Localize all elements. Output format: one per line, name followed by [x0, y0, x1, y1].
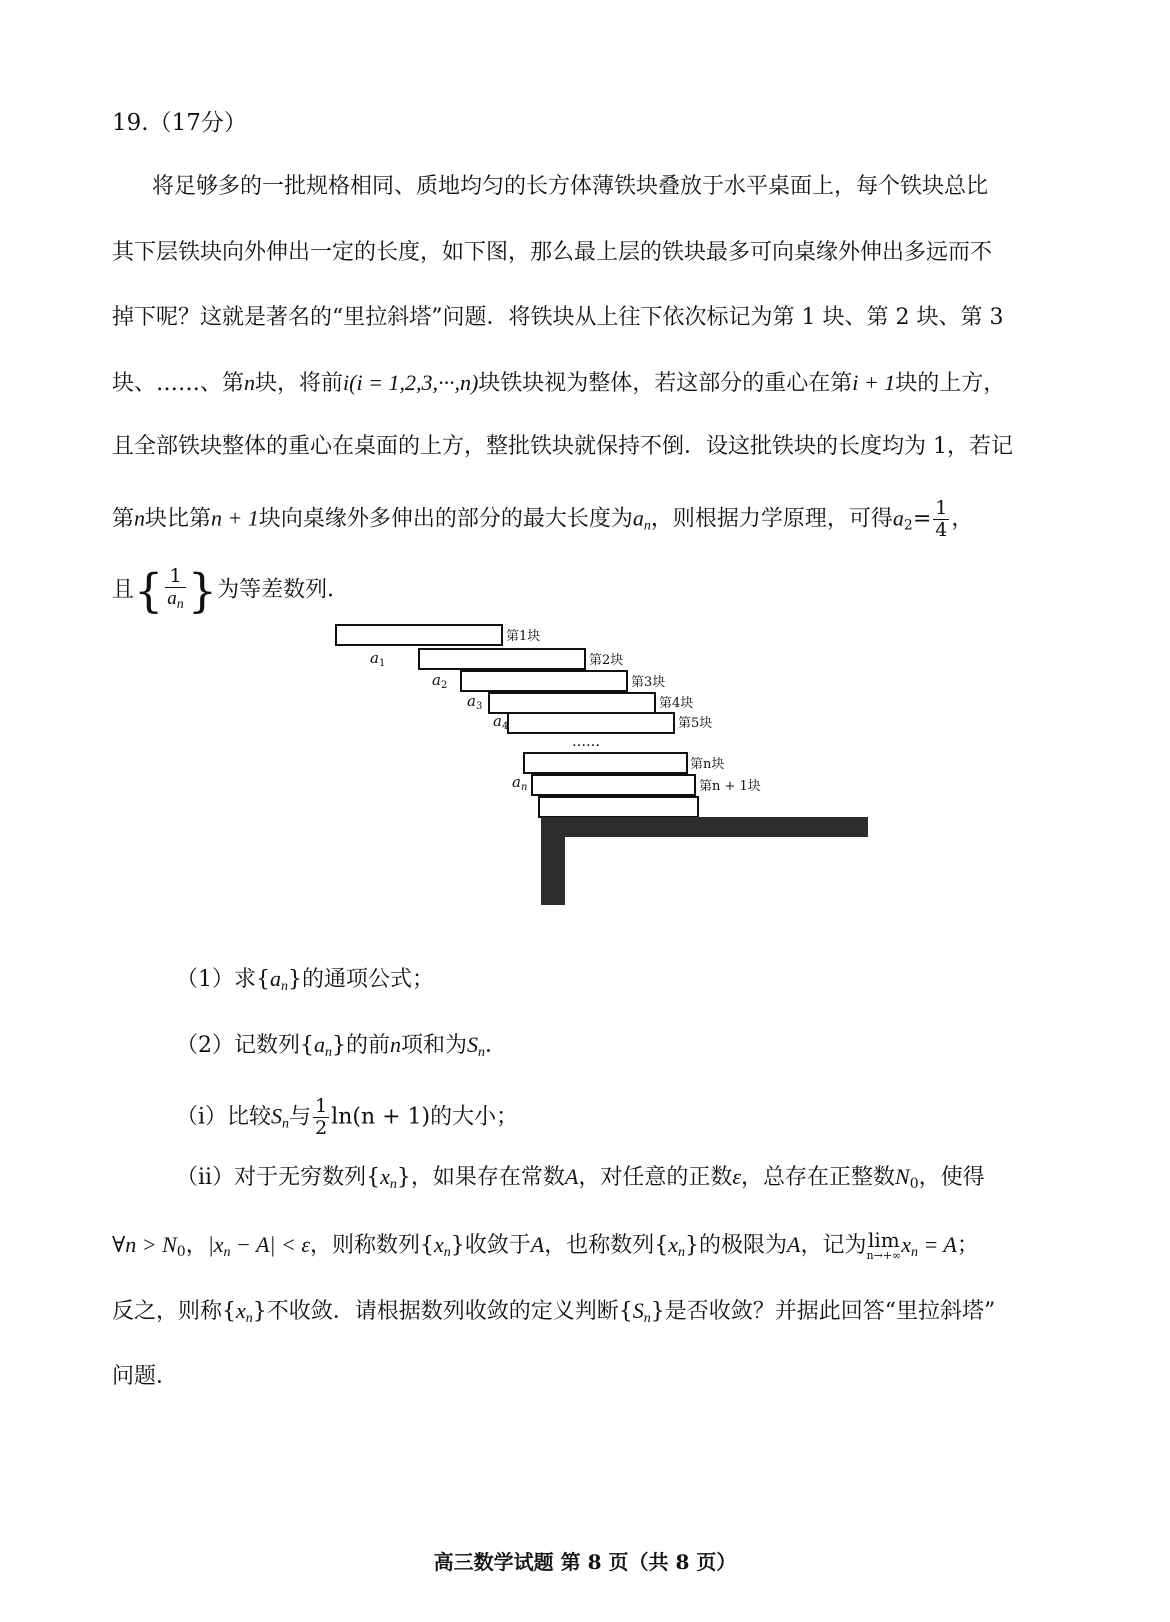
- part-2: （2）记数列$\{a_n\}$的前n项和为$S_n$．: [176, 1032, 508, 1060]
- label-block-2: 第2块: [589, 653, 624, 668]
- table: [541, 817, 868, 905]
- gap-label-a1: $a_1$: [370, 649, 386, 669]
- label-block-1: 第1块: [506, 629, 541, 644]
- part-2-ii-line-4: 问题．: [112, 1364, 179, 1389]
- label-block-n-plus-1: 第n + 1块: [699, 779, 761, 794]
- block-2: [419, 649, 585, 669]
- intro-line-5: 且全部铁块整体的重心在桌面的上方，整批铁块就保持不倒．设这批铁块的长度均为 1，若记: [112, 434, 1013, 459]
- gap-label-an: $a_n$: [512, 773, 528, 793]
- label-block-4: 第4块: [659, 696, 694, 711]
- fraction-one-half: $\frac{1}{2}$: [315, 1095, 328, 1139]
- part-2-ii-line-1: （ii）对于无穷数列$\{x_n\}$，如果存在常数A，对任意的正数ε，总存在正整数$N_0$，使得: [176, 1164, 985, 1192]
- intro-line-2: 其下层铁块向外伸出一定的长度，如下图，那么最上层的铁块最多可向桌缘外伸出多远而不: [112, 240, 993, 265]
- part-2-ii-line-2: ∀n > $N_0$，$|x_n - A| < \varepsilon$，则称数列$\{x_n\}$收敛于A，也称数列$\{x_n\}$的极限为A，记为 lim n→+∞ $x_n = A$；: [112, 1228, 979, 1262]
- intro-line-4: 块、……、第n块，将前i(i = 1,2,3,···,n)块铁块视为整体，若这部分的重心在第i + 1块的上方，: [112, 370, 1006, 396]
- part-2-i: （i）比较$S_n$与 $\frac{1}{2}$ ln(n + 1)的大小；: [176, 1095, 519, 1139]
- intro-line-6: 第n块比第n + 1块向桌缘外多伸出的部分的最大长度为$a_n$，则根据力学原理，可得$a_2=$ $\frac{1}{4}$ ，: [112, 497, 974, 541]
- block-n-plus-2: [539, 797, 698, 817]
- block-n-plus-1: [532, 775, 695, 795]
- question-header: 19.（17分）: [112, 110, 247, 136]
- gap-label-a3: $a_3$: [467, 692, 483, 712]
- intro-line-3: 掉下呢？这就是著名的“里拉斜塔”问题．将铁块从上往下依次标记为第 1 块、第 2 块、第 3: [112, 305, 1004, 330]
- block-n: [524, 753, 687, 773]
- intro-line-7: 且{ $\frac{1}{a_n}$ }为等差数列．: [112, 563, 350, 618]
- intro-line-1: 将足够多的一批规格相同、质地均匀的长方体薄铁块叠放于水平桌面上，每个铁块总比: [152, 174, 989, 199]
- block-1: [336, 625, 502, 645]
- page-footer: 高三数学试题 第 8 页（共 8 页）: [433, 1550, 737, 1574]
- gap-label-a4: $a_4$: [493, 712, 509, 732]
- stacked-blocks-figure: [0, 605, 1170, 905]
- fraction-one-quarter: $\frac{1}{4}$: [935, 497, 948, 541]
- label-block-5: 第5块: [678, 716, 713, 731]
- label-block-n: 第n块: [690, 757, 725, 772]
- limit-notation: lim n→+∞: [866, 1228, 902, 1262]
- figure-ellipsis: ……: [572, 734, 600, 750]
- block-4: [489, 693, 655, 713]
- fraction-one-over-an: $\frac{1}{a_n}$: [167, 565, 184, 612]
- block-3: [461, 671, 627, 691]
- part-1: （1）求$\{a_n\}$的通项公式；: [176, 966, 435, 994]
- label-block-3: 第3块: [631, 675, 666, 690]
- part-2-ii-line-3: 反之，则称$\{x_n\}$不收敛．请根据数列收敛的定义判断$\{S_n\}$是否收敛？并据此回答“里拉斜塔”: [112, 1298, 996, 1326]
- block-5: [508, 713, 674, 733]
- gap-label-a2: $a_2$: [432, 671, 448, 691]
